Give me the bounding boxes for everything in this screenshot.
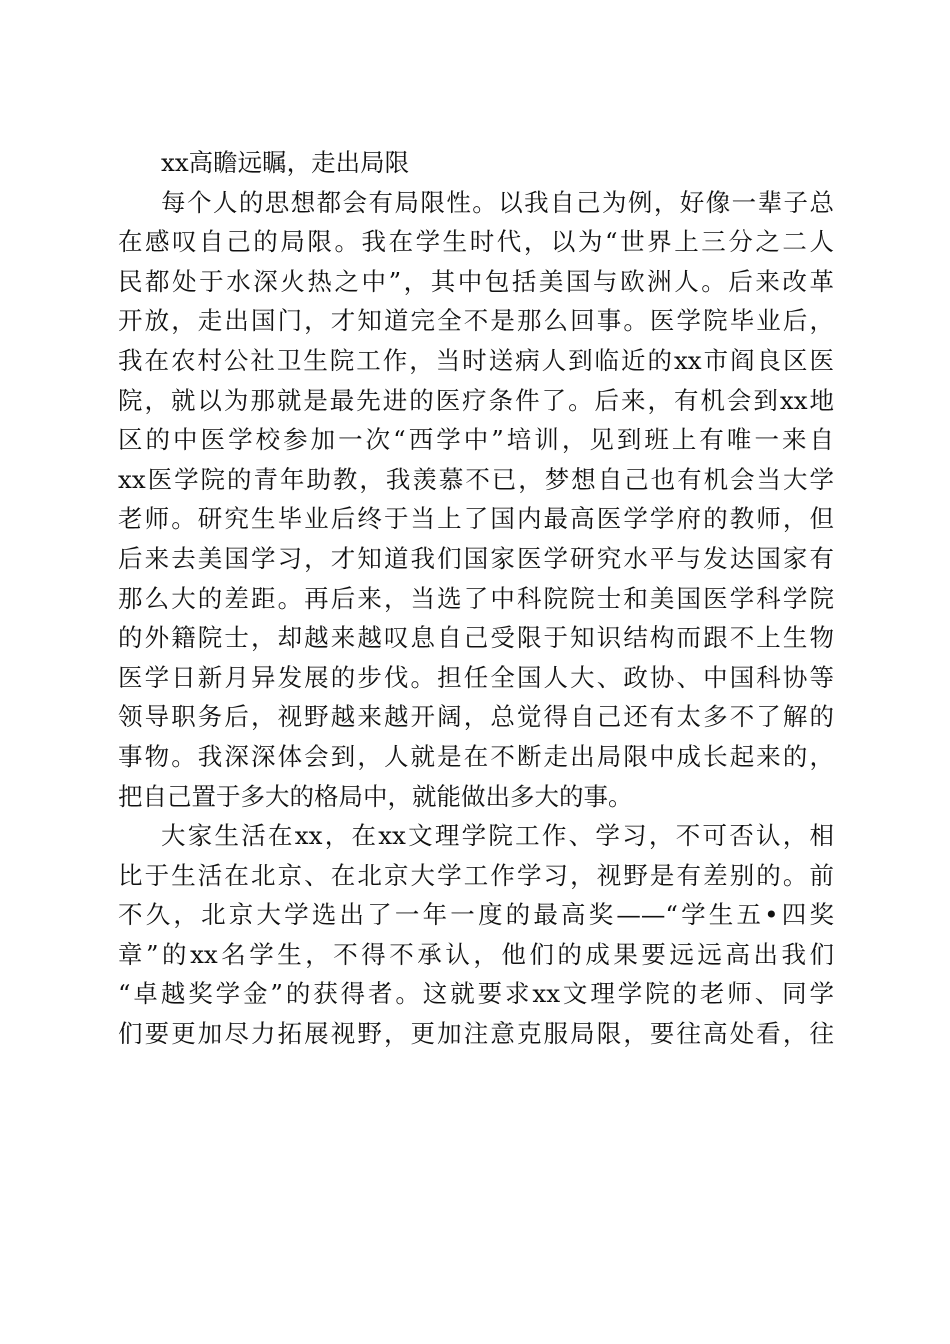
text-line: 区的中医学校参加一次“西学中”培训，见到班上有唯一来自	[118, 425, 834, 455]
text-line: 民都处于水深火热之中”，其中包括美国与欧洲人。后来改革	[118, 266, 834, 296]
text-line: 领导职务后，视野越来越开阔，总觉得自己还有太多不了解的	[118, 702, 834, 732]
text-line: 事物。我深深体会到，人就是在不断走出局限中成长起来的，	[118, 741, 834, 771]
text-line: 我在农村公社卫生院工作，当时送病人到临近的xx市阎良区医	[118, 345, 834, 375]
text-line: 们要更加尽力拓展视野，更加注意克服局限，要往高处看，往	[118, 1019, 834, 1049]
text-line: 大家生活在xx，在xx文理学院工作、学习，不可否认，相	[161, 821, 834, 851]
text-line: 每个人的思想都会有局限性。以我自己为例，好像一辈子总	[161, 187, 834, 217]
text-line: 的外籍院士，却越来越叹息自己受限于知识结构而跟不上生物	[118, 623, 834, 653]
text-line: 开放，走出国门，才知道完全不是那么回事。医学院毕业后，	[118, 306, 834, 336]
text-line: 老师。研究生毕业后终于当上了国内最高医学学府的教师，但	[118, 504, 834, 534]
text-line: 后来去美国学习，才知道我们国家医学研究水平与发达国家有	[118, 543, 834, 573]
text-line: 那么大的差距。再后来，当选了中科院院士和美国医学科学院	[118, 583, 834, 613]
text-line: 院，就以为那就是最先进的医疗条件了。后来，有机会到xx地	[118, 385, 834, 415]
paragraph-1	[118, 183, 834, 817]
text-line: 医学日新月异发展的步伐。担任全国人大、政协、中国科协等	[118, 662, 834, 692]
text-line: 不久，北京大学选出了一年一度的最高奖——“学生五•四奖	[118, 900, 834, 930]
text-line: xx医学院的青年助教，我羡慕不已，梦想自己也有机会当大学	[118, 464, 834, 494]
text-line: 把自己置于多大的格局中，就能做出多大的事。	[118, 781, 633, 811]
text-line: 比于生活在北京、在北京大学工作学习，视野是有差别的。前	[118, 860, 834, 890]
paragraph-2	[118, 816, 834, 1054]
text-line: 在感叹自己的局限。我在学生时代，以为“世界上三分之二人	[118, 227, 834, 257]
text-line: “卓越奖学金”的获得者。这就要求xx文理学院的老师、同学	[118, 979, 834, 1009]
document-title: xx高瞻远瞩，走出局限	[161, 148, 410, 177]
text-line: 章”的xx名学生，不得不承认，他们的成果要远远高出我们	[118, 939, 834, 969]
document-body	[118, 143, 834, 1054]
